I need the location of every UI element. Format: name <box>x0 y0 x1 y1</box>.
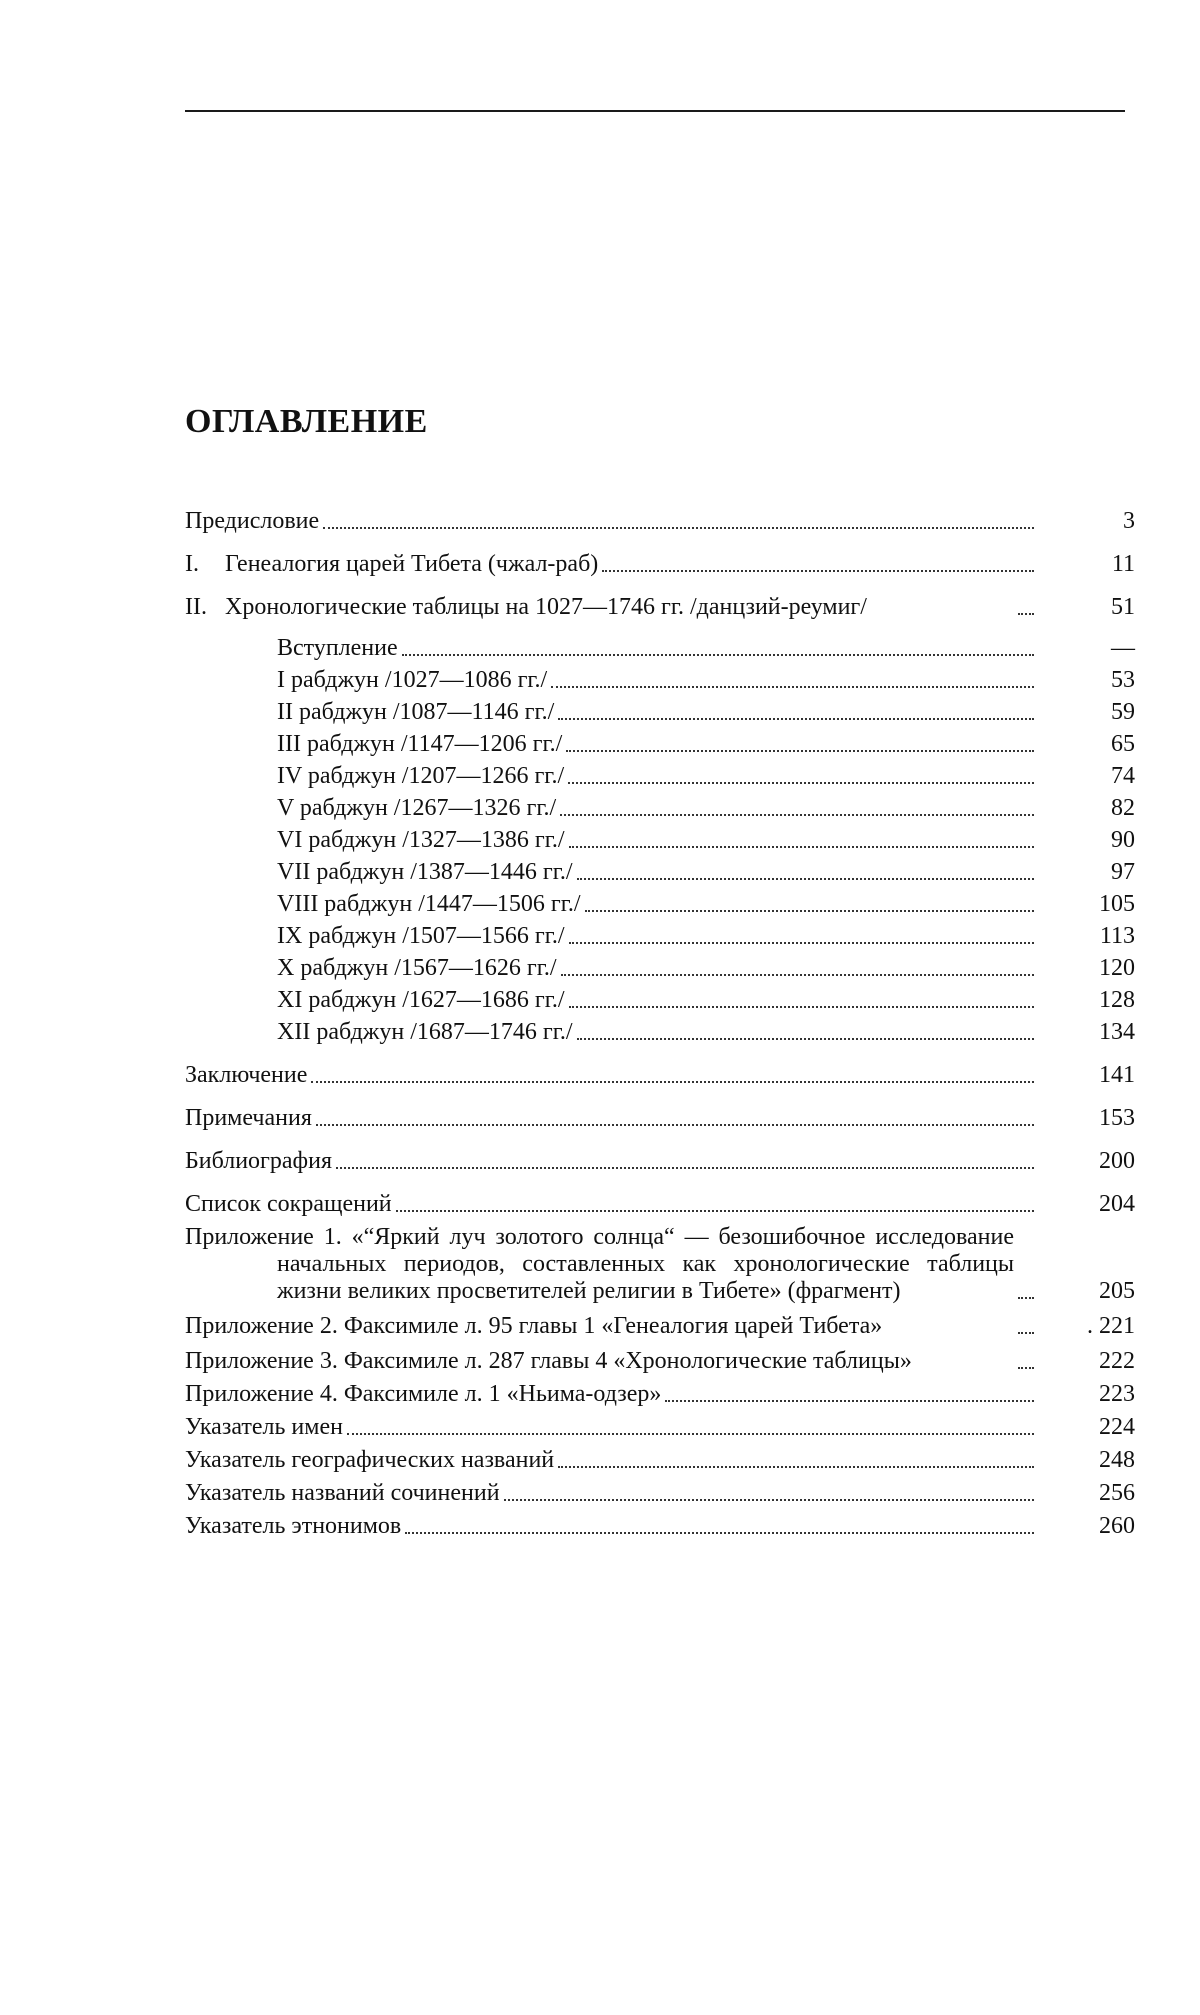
entry-title: VIII рабджун /1447—1506 гг./ <box>277 891 581 917</box>
page-number: 74 <box>1111 763 1135 789</box>
leader-dots <box>560 814 1034 816</box>
toc-entry-appendix-3 <box>185 1348 1135 1375</box>
toc-entry <box>185 594 1135 621</box>
entry-title: XII рабджун /1687—1746 гг./ <box>277 1019 573 1045</box>
entry-title: Указатель имен <box>185 1414 343 1440</box>
page-number: 3 <box>1123 508 1135 534</box>
page-number: 59 <box>1111 699 1135 725</box>
page-number: 248 <box>1099 1447 1135 1473</box>
entry-title: Указатель географических названий <box>185 1447 555 1473</box>
toc-entry-appendix-4 <box>185 1381 1135 1408</box>
entry-title: VII рабджун /1387—1446 гг./ <box>277 859 573 885</box>
toc-entry <box>185 1062 1135 1089</box>
toc-subentry <box>185 1019 1135 1046</box>
page-number: 224 <box>1099 1414 1135 1440</box>
entry-title: Указатель названий сочинений <box>185 1480 500 1506</box>
toc-entry <box>185 551 1135 578</box>
entry-title: Заключение <box>185 1062 308 1088</box>
page-number: 141 <box>1099 1062 1135 1088</box>
leader-dots <box>558 718 1034 720</box>
page-number: 90 <box>1111 827 1135 853</box>
page-number: 222 <box>1099 1348 1135 1374</box>
leader-dots <box>396 1210 1034 1212</box>
page-number: 105 <box>1099 891 1135 917</box>
toc-subentry <box>185 635 1135 662</box>
toc-subentry <box>185 987 1135 1014</box>
page-number: 200 <box>1099 1148 1135 1174</box>
page-number: 53 <box>1111 667 1135 693</box>
page-number: 128 <box>1099 987 1135 1013</box>
entry-title-text: Хронологические таблицы на 1027—1746 гг. /данцзий-реумиг/ <box>225 594 867 620</box>
leader-dots <box>1018 1297 1034 1299</box>
entry-title: IV рабджун /1207—1266 гг./ <box>277 763 565 789</box>
entry-title: Приложение 1. «“Яркий луч золотого солнца“ — безошибочное исследование начальных периодов, составленных как хронологические таблицы жизни великих просветителей религии в Тибете» (фрагмент) <box>185 1224 1014 1304</box>
leader-dots <box>405 1532 1034 1534</box>
leader-dots <box>569 846 1034 848</box>
entry-title: XI рабджун /1627—1686 гг./ <box>277 987 565 1013</box>
page-number: . 221 <box>1087 1313 1135 1339</box>
top-rule <box>185 110 1125 112</box>
leader-dots <box>336 1167 1034 1169</box>
toc-entry-index <box>185 1513 1135 1540</box>
table-of-contents <box>185 508 1135 1546</box>
page-number: 97 <box>1111 859 1135 885</box>
leader-dots <box>558 1466 1034 1468</box>
leader-dots <box>402 654 1034 656</box>
leader-dots <box>1018 1332 1034 1334</box>
page-number: 113 <box>1099 923 1135 949</box>
leader-dots <box>1018 613 1034 615</box>
page-number: 223 <box>1099 1381 1135 1407</box>
toc-subentry <box>185 923 1135 950</box>
leader-dots <box>504 1499 1034 1501</box>
toc-entry-index <box>185 1447 1135 1474</box>
toc-subentry <box>185 795 1135 822</box>
toc-entry-appendix-2 <box>185 1313 1135 1340</box>
entry-title: Генеалогия царей Тибета (чжал-раб) <box>225 551 599 577</box>
page-number: 65 <box>1111 731 1135 757</box>
toc-entry-index <box>185 1480 1135 1507</box>
page-number: 120 <box>1099 955 1135 981</box>
page-number: 256 <box>1099 1480 1135 1506</box>
toc-subentry <box>185 699 1135 726</box>
entry-title: Библиография <box>185 1148 332 1174</box>
page-number: 153 <box>1099 1105 1135 1131</box>
leader-dots <box>316 1124 1034 1126</box>
toc-subentry <box>185 827 1135 854</box>
page-number: 205 <box>1099 1278 1135 1304</box>
page-number: 260 <box>1099 1513 1135 1539</box>
toc-entry <box>185 1191 1135 1218</box>
toc-entry-appendix-1 <box>185 1224 1135 1305</box>
entry-title: Приложение 3. Факсимиле л. 287 главы 4 «Хронологические таблицы» <box>185 1348 912 1374</box>
page-number: 134 <box>1099 1019 1135 1045</box>
toc-entry <box>185 508 1135 535</box>
entry-title: Примечания <box>185 1105 312 1131</box>
leader-dots <box>1018 1367 1034 1369</box>
toc-entry <box>185 1105 1135 1132</box>
page-number: — <box>1111 635 1135 661</box>
leader-dots <box>561 974 1034 976</box>
toc-subentry <box>185 859 1135 886</box>
leader-dots <box>569 1006 1034 1008</box>
leader-dots <box>569 942 1034 944</box>
toc-subentry <box>185 667 1135 694</box>
toc-subentry <box>185 731 1135 758</box>
entry-title: X рабджун /1567—1626 гг./ <box>277 955 557 981</box>
leader-dots <box>602 570 1034 572</box>
leader-dots <box>577 1038 1034 1040</box>
entry-title: IX рабджун /1507—1566 гг./ <box>277 923 565 949</box>
entry-numeral: I. <box>185 551 199 577</box>
rabjung-list <box>185 635 1135 1046</box>
page-number: 51 <box>1111 594 1135 620</box>
leader-dots <box>311 1081 1034 1083</box>
leader-dots <box>323 527 1034 529</box>
leader-dots <box>585 910 1034 912</box>
leader-dots <box>551 686 1034 688</box>
leader-dots <box>347 1433 1034 1435</box>
entry-title: VI рабджун /1327—1386 гг./ <box>277 827 565 853</box>
entry-title: Вступление <box>277 635 398 661</box>
leader-dots <box>665 1400 1034 1402</box>
page-number: 204 <box>1099 1191 1135 1217</box>
toc-entry-index <box>185 1414 1135 1441</box>
entry-title: Предисловие <box>185 508 320 534</box>
toc-subentry <box>185 763 1135 790</box>
entry-title: Список сокращений <box>185 1191 392 1217</box>
toc-subentry <box>185 955 1135 982</box>
leader-dots <box>568 782 1034 784</box>
entry-title: Приложение 4. Факсимиле л. 1 «Ньима-одзер» <box>185 1381 662 1407</box>
page-title: ОГЛАВЛЕНИЕ <box>185 403 428 440</box>
toc-subentry <box>185 891 1135 918</box>
entry-title: I рабджун /1027—1086 гг./ <box>277 667 548 693</box>
entry-title: Приложение 2. Факсимиле л. 95 главы 1 «Генеалогия царей Тибета» <box>185 1313 883 1339</box>
entry-title: Указатель этнонимов <box>185 1513 402 1539</box>
entry-numeral: II. <box>185 594 207 620</box>
leader-dots <box>577 878 1034 880</box>
leader-dots <box>566 750 1034 752</box>
entry-title: III рабджун /1147—1206 гг./ <box>277 731 563 757</box>
entry-title: V рабджун /1267—1326 гг./ <box>277 795 557 821</box>
page-number: 82 <box>1111 795 1135 821</box>
entry-title <box>185 594 1014 621</box>
toc-entry <box>185 1148 1135 1175</box>
entry-title: II рабджун /1087—1146 гг./ <box>277 699 555 725</box>
page-number: 11 <box>1111 551 1135 577</box>
